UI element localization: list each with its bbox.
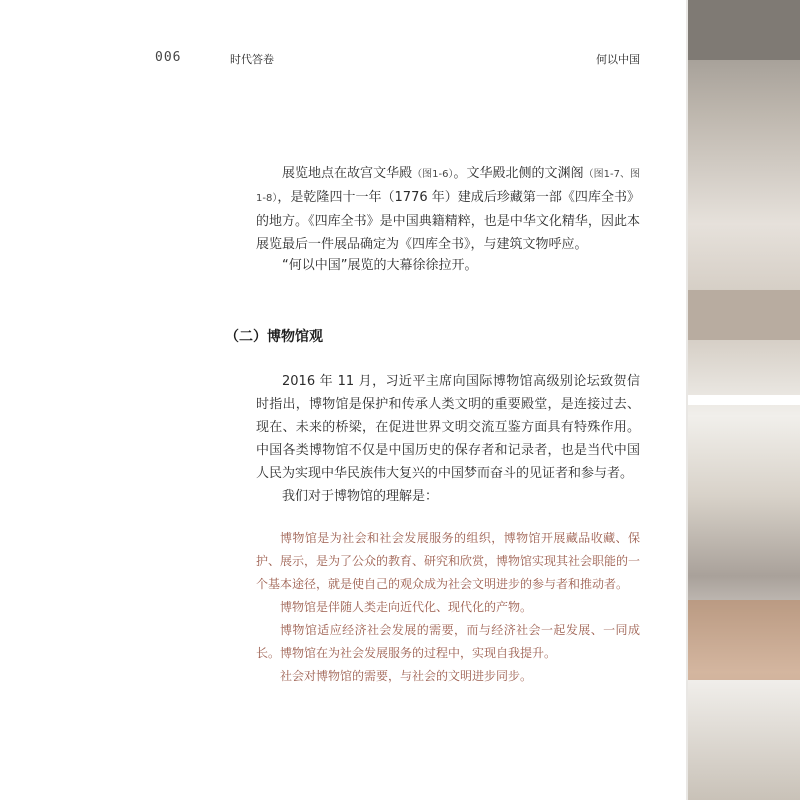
book-title: 时代答卷 <box>230 53 274 66</box>
figure-reference: （图1-7、图1-8） <box>256 169 640 204</box>
running-header <box>155 50 640 70</box>
photo-building-region <box>688 600 800 680</box>
quote-line: 博物馆在为社会发展服务的过程中，实现自我提升。 <box>280 646 557 660</box>
page-number: 006 <box>155 50 182 65</box>
paragraph-museum-speech: 2016 年 11 月，习近平主席向国际博物馆高级别论坛致贺信时指出，博物馆是保护和传承人类文明的重要殿堂，是连接过去、现在、未来的桥梁，在促进世界文明交流互鉴方面具有特殊作用。中国各类博物馆不仅是中国历史的保存者和记录者，也是当代中国人民为实现中华民族伟大复兴的中国梦而奋斗的见证者和参与者。 <box>256 374 640 481</box>
paragraph-exhibition-opening: “何以中国”展览的大幕徐徐拉开。 <box>282 258 478 273</box>
paragraph-museum-understanding: 我们对于博物馆的理解是： <box>282 489 439 504</box>
quote-line: 博物馆是为社会和社会发展服务的组织，博物馆开展藏品收藏、保护、展示，是为了公众的教育、研究和欣赏，博物馆实现其社会职能的一个基本途径，就是使自己的观众成为社会文明进步的参与者和推动者。 <box>256 531 641 591</box>
figure-reference: （图1-6） <box>412 169 454 180</box>
photo-gutter <box>688 395 800 405</box>
paragraph-exhibition-location <box>256 162 640 256</box>
facing-page-photo <box>686 0 800 800</box>
paragraph-text: ，是乾隆四十一年（1776 年）建成后珍藏第一部《四库全书》的地方。《四库全书》是中国典籍精粹，也是中华文化精华，因此本展览最后一件展品确定为《四库全书》，与建筑文物呼应。 <box>256 190 640 252</box>
section-heading: （二）博物馆观 <box>225 329 323 345</box>
paragraph-text: 。文华殿北侧的文渊阁 <box>453 166 584 181</box>
quote-line: 社会对博物馆的需要，与社会的文明进步同步。 <box>280 669 533 683</box>
quote-line: 博物馆是伴随人类走向近代化、现代化的产物。 <box>280 600 533 614</box>
chapter-title: 何以中国 <box>596 53 640 66</box>
quote-line: 博物馆适应经济社会发展的需要，而与经济社会一起发展、一同成长。 <box>256 623 640 660</box>
photo-tree-region <box>688 0 800 60</box>
photo-wall-region <box>688 290 800 340</box>
paragraph-text: 展览地点在故宫文华殿 <box>282 166 413 181</box>
